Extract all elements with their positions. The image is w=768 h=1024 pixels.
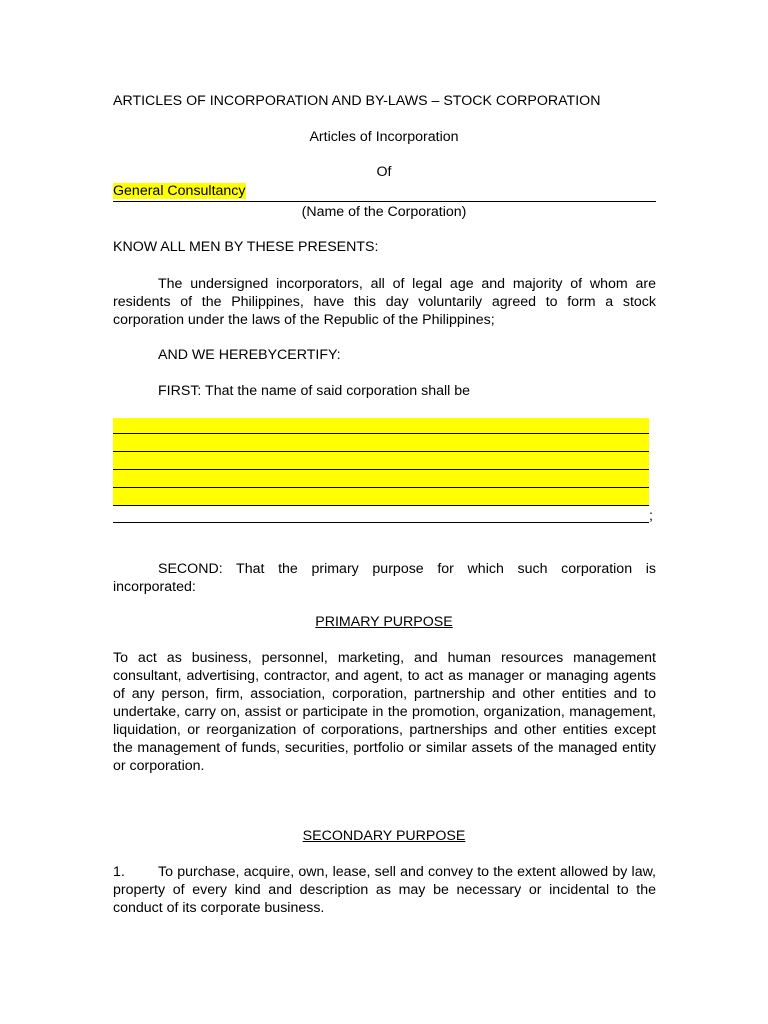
document-subtitle: Articles of Incorporation bbox=[309, 129, 459, 145]
know-all-men-heading: KNOW ALL MEN BY THESE PRESENTS: bbox=[113, 239, 379, 255]
of-label: Of bbox=[376, 164, 392, 180]
item-number: 1. bbox=[113, 864, 125, 880]
blank-line bbox=[113, 505, 649, 506]
secondary-purpose-heading: SECONDARY PURPOSE bbox=[302, 828, 466, 844]
blank-line bbox=[113, 433, 649, 434]
blank-line bbox=[113, 487, 649, 488]
blank-terminator: ; bbox=[649, 508, 653, 524]
blank-line bbox=[113, 522, 649, 523]
corporation-name bbox=[113, 182, 246, 200]
primary-purpose-heading: PRIMARY PURPOSE bbox=[315, 614, 453, 630]
blank-line bbox=[113, 451, 649, 452]
corporation-name-rule bbox=[113, 201, 656, 202]
second-clause-text: SECOND: That the primary purpose for which such corporation is bbox=[158, 561, 656, 577]
secondary-purpose-item-1 bbox=[113, 863, 656, 917]
blank-line bbox=[113, 469, 649, 470]
primary-purpose-text: To act as business, personnel, marketing, and human resources management consultant, advertising, contractor, and agent, to act as manager or managing agents of any person, firm, association, corporation, partnership and other entities and to undertake, carry on, assist or participate in the promotion, organization, management, liquidation, or reorganization of corporations, partnerships and other entities except the management of funds, securities, portfolio or similar assets of the managed entity or corporation. bbox=[113, 650, 656, 774]
blank-highlight bbox=[113, 418, 649, 506]
intro-paragraph: The undersigned incorporators, all of legal age and majority of whom are residents of the Philippines, have this day voluntarily agreed to form a stock corporation under the laws of the Republic of the Philippines; bbox=[113, 276, 656, 328]
certify-line: AND WE HEREBYCERTIFY: bbox=[158, 347, 341, 363]
corporation-name-caption: (Name of the Corporation) bbox=[301, 204, 467, 220]
document-title: ARTICLES OF INCORPORATION AND BY-LAWS – STOCK CORPORATION bbox=[113, 93, 601, 109]
second-clause-line1 bbox=[113, 560, 656, 578]
second-clause-line2: incorporated: bbox=[113, 579, 196, 595]
first-clause: FIRST: That the name of said corporation shall be bbox=[158, 383, 471, 399]
corporation-name-text: General Consultancy bbox=[113, 183, 246, 199]
item-text: To purchase, acquire, own, lease, sell and convey to the extent allowed by law, property of every kind and description as may be necessary or incidental to the conduct of its corporate business. bbox=[113, 864, 656, 916]
